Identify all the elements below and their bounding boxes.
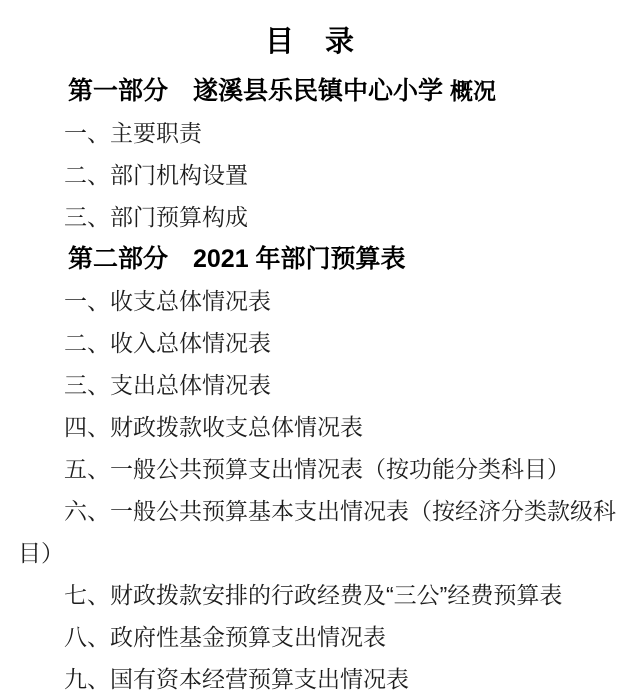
toc-item-part2-3: 三、支出总体情况表 — [64, 372, 271, 398]
toc-item-part2-9: 九、国有资本经营预算支出情况表 — [64, 666, 409, 692]
toc-item-part2-5: 五、一般公共预算支出情况表（按功能分类科目） — [64, 456, 570, 482]
toc-item-part2-1: 一、收支总体情况表 — [64, 288, 271, 314]
table-of-contents — [0, 70, 620, 695]
toc-part2-heading: 第二部分 2021 年部门预算表 — [68, 245, 406, 273]
toc-item-part1-1: 一、主要职责 — [64, 120, 202, 146]
page-title: 目 录 — [264, 26, 355, 58]
toc-item-part1-3: 三、部门预算构成 — [64, 204, 248, 230]
toc-item-part2-2: 二、收入总体情况表 — [64, 330, 271, 356]
toc-part1-heading-text: 第一部分 遂溪县乐民镇中心小学 — [68, 77, 444, 105]
toc-item-part2-4: 四、财政拨款收支总体情况表 — [64, 414, 363, 440]
toc-part1-heading-suffix: 概况 — [450, 78, 497, 104]
toc-item-part2-8: 八、政府性基金预算支出情况表 — [64, 624, 386, 650]
toc-item-part1-2: 二、部门机构设置 — [64, 162, 248, 188]
toc-item-part2-6: 六、一般公共预算基本支出情况表（按经济分类款级科目） — [18, 498, 616, 566]
toc-part1-heading — [18, 70, 618, 112]
toc-item-part2-7: 七、财政拨款安排的行政经费及“三公”经费预算表 — [64, 582, 563, 608]
